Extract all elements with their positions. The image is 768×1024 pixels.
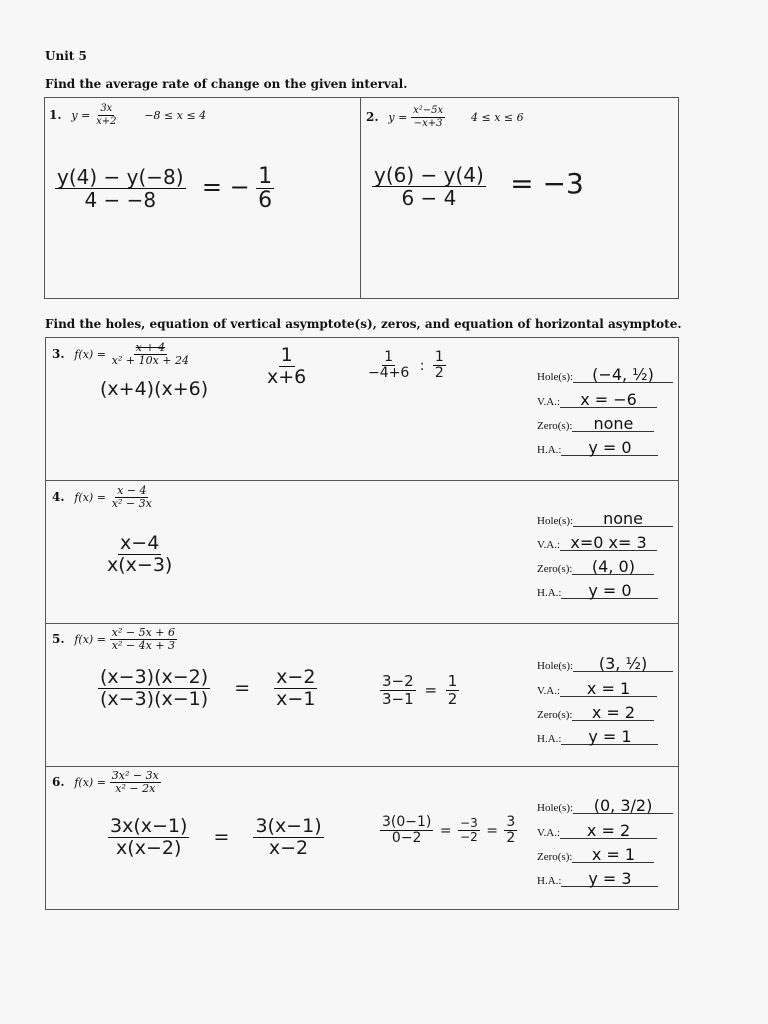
- row-divider-2: [45, 623, 678, 624]
- problem-3-ha: H.A.: y = 0: [537, 439, 658, 456]
- problem-4-va: V.A.: x=0 x= 3: [537, 534, 657, 551]
- problem-4-hole: Hole(s): none: [537, 510, 673, 527]
- problem-6-evaluate: $\frac{3(0-1)}{0-2}$ = $\frac{-3}{-2}$ = $\frac{3}{2}$: [382, 814, 516, 846]
- problem-3-simplified: $\frac{1}{x+6}$: [267, 344, 307, 388]
- problem-6-ha: H.A.: y = 3: [537, 870, 658, 887]
- problem-3-evaluate: $\frac{1}{-4+6}$ : $\frac{1}{2}$: [368, 349, 444, 381]
- problem-3-header: 3. f(x) = $\frac{x + 4}{\text{x² + 10x + 24}}$: [52, 341, 189, 367]
- problem-5-evaluate: $\frac{3-2}{3-1}$ = $\frac{1}{2}$: [382, 672, 458, 708]
- problem-3-factored: (x+4)(x+6): [100, 378, 209, 400]
- section2-instructions: Find the holes, equation of vertical asymptote(s), zeros, and equation of horizontal asymptote.: [45, 317, 682, 331]
- problem-1-header: 1. y = $\frac{3x}{x+2}$ −8 ≤ x ≤ 4: [49, 103, 207, 127]
- problem-5-va: V.A.: x = 1: [537, 680, 657, 697]
- row-divider-3: [45, 766, 678, 767]
- problem-5-work: $\frac{(x-3)(x-2)}{(x-3)(x-1)}$ = $\frac{x-2}{x-1}$: [100, 666, 316, 710]
- problem-1-work: $\frac{y(4) - y(-8)}{4 - -8}$ = − $\frac{1}{6}$: [57, 164, 273, 214]
- problem-1-interval: −8 ≤ x ≤ 4: [144, 108, 207, 122]
- problem-2-header: 2. y = $\frac{\text{x²−5x}}{-x+3}$ 4 ≤ x ≤ 6: [366, 105, 524, 129]
- problem-4-work: $\frac{x-4}{x(x-3)}$: [107, 532, 173, 576]
- problem-5-header: 5. f(x) = $\frac{\text{x² − 5x + 6}}{\text{x² − 4x + 3}}$: [52, 626, 175, 652]
- problem-6-va: V.A.: x = 2: [537, 822, 657, 839]
- problem-3-va: V.A.: x = −6: [537, 391, 657, 408]
- problem-3-hole: Hole(s): (−4, ½): [537, 366, 673, 383]
- problem-6-hole: Hole(s): (0, 3/2): [537, 797, 673, 814]
- problem-5-zero: Zero(s): x = 2: [537, 704, 654, 721]
- problem-6-header: 6. f(x) = $\frac{\text{3x² − 3x}}{\text{x² − 2x}}$: [52, 769, 159, 795]
- unit-title: Unit 5: [45, 49, 87, 63]
- problem-4-ha: H.A.: y = 0: [537, 582, 658, 599]
- problem-2-work: $\frac{y(6) - y(4)}{6 - 4}$ = −3: [374, 163, 584, 210]
- problem-6-zero: Zero(s): x = 1: [537, 846, 654, 863]
- problem-5-hole: Hole(s): (3, ½): [537, 655, 673, 672]
- problem-4-zero: Zero(s): (4, 0): [537, 558, 654, 575]
- box-divider: [360, 97, 361, 298]
- problem-5-ha: H.A.: y = 1: [537, 728, 658, 745]
- problem-6-work: $\frac{3x(x-1)}{x(x-2)}$ = $\frac{3(x-1)}{x-2}$: [110, 815, 322, 859]
- problem-4-header: 4. f(x) = $\frac{x - 4}{\text{x² − 3x}}$: [52, 484, 152, 510]
- section1-instructions: Find the average rate of change on the given interval.: [45, 77, 408, 91]
- row-divider-1: [45, 480, 678, 481]
- problem-2-interval: 4 ≤ x ≤ 6: [470, 110, 524, 124]
- problem-3-zero: Zero(s): none: [537, 415, 654, 432]
